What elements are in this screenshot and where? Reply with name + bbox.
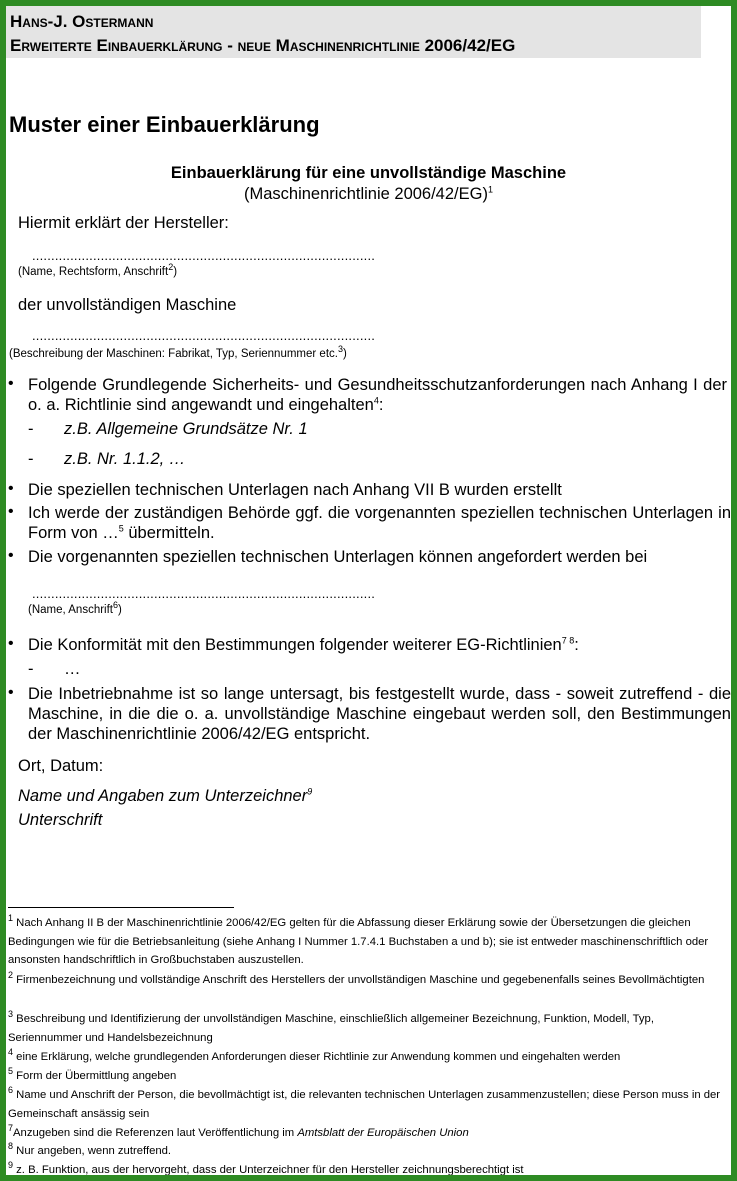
bullet-text: Ich werde der zuständigen Behörde ggf. die vorgenannten speziellen technischen Unterlagen in Form von … [28,504,731,542]
declaration-subheading [6,185,731,204]
dash-marker: - [28,660,34,678]
footnote-text: Nach Anhang II B der Maschinenrichtlinie 2006/42/EG gelten für die Abfassung dieser Erklärung sowie der Übersetzungen die gleichen Bedingungen wie für die Betriebsanleitung (siehe Anhang I Nummer 1.7.4.1 Buchstaben a und b); sie ist entweder maschinenschriftlich oder ansonsten handschriftlich in Großbuchstaben auszustellen. [8,917,709,966]
footnote-ref: 2 [168,262,174,273]
machine-fill-line: .......................................................................................... [32,328,376,343]
page-title: Muster einer Einbauerklärung [9,112,320,137]
subheading-text: (Maschinenrichtlinie 2006/42/EG) [244,185,488,203]
signer-text: Name und Angaben zum Unterzeichner [18,787,308,805]
document-header [6,6,701,58]
bullet-text: Folgende Grundlegende Sicherheits- und Gesundheitsschutzanforderungen nach Anhang I der o. a. Richtlinie sind angewandt und eingehalten [28,376,727,414]
footnote-number: 3 [8,1009,14,1020]
footnote-ref: 1 [487,184,493,195]
bullet-end: : [378,396,384,414]
footnote-2 [8,971,730,990]
contact-fill-line: .......................................................................................... [32,586,376,601]
label-end: ) [118,604,122,616]
footnote-4 [8,1048,730,1067]
machine-intro: der unvollständigen Maschine [18,296,237,314]
footnote-text: Form der Übermittlung angeben [16,1070,177,1082]
footnote-number: 8 [8,1141,14,1152]
bullet-transmit-documents [28,503,731,543]
footnote-1 [8,914,730,970]
label-end: ) [173,266,178,278]
footnote-number: 9 [8,1160,14,1171]
bullet-text: Die Konformität mit den Bestimmungen folgender weiterer EG-Richtlinien [28,636,562,654]
place-date: Ort, Datum: [18,757,104,775]
bullet-end: übermitteln. [123,524,215,542]
footnote-text: Nur angeben, wenn zutreffend. [16,1145,172,1157]
dash-marker: - [28,420,34,438]
manufacturer-fill-line: .......................................................................................... [32,248,376,263]
header-author: Hans-J. Ostermann [10,12,154,31]
bullet-request-documents: Die vorgenannten speziellen technischen Unterlagen können angefordert werden bei [28,548,648,566]
footnote-6 [8,1086,730,1123]
footnote-ref: 6 [113,600,119,611]
signature-line: Unterschrift [18,811,103,829]
bullet-marker: • [8,635,14,652]
bullet-marker: • [8,375,14,392]
sub-item-3: … [64,660,81,678]
footnote-ref: 3 [337,344,343,355]
label-text: (Name, Anschrift [28,604,113,616]
footnote-3 [8,1010,730,1047]
footnote-text: Anzugeben sind die Referenzen laut Veröffentlichung im [13,1127,298,1139]
declaration-heading: Einbauerklärung für eine unvollständige Maschine [170,164,567,182]
bullet-marker: • [8,480,14,497]
footnote-ref: 7 8 [561,635,575,646]
footnote-number: 2 [8,970,14,981]
bullet-commissioning: Die Inbetriebnahme ist so lange untersagt, bis festgestellt wurde, dass - soweit zutreffend - die Maschine, in die die o. a. unvollständige Maschine eingebaut werden soll, den Bestimmungen der Maschinenrichtlinie 2006/42/EG entspricht. [28,685,731,743]
contact-label [28,600,122,616]
footnote-ref: 9 [307,786,313,797]
footnote-number: 5 [8,1066,14,1077]
footnote-number: 4 [8,1047,14,1058]
bullet-marker: • [8,503,14,520]
signer-info [18,787,312,806]
label-text: (Beschreibung der Maschinen: Fabrikat, Typ, Seriennummer etc. [9,348,338,360]
footnote-number: 6 [8,1085,14,1096]
footnote-ref: 4 [373,395,379,406]
manufacturer-label [18,262,178,278]
header-subtitle: Erweiterte Einbauerklärung - neue Maschinenrichtlinie 2006/42/EG [10,36,516,55]
machine-label [9,344,347,360]
intro-text: Hiermit erklärt der Hersteller: [18,214,229,232]
footnote-text: Beschreibung und Identifizierung der unvollständigen Maschine, einschließlich allgemeiner Bezeichnung, Funktion, Modell, Typ, Seriennummer und Handelsbezeichnung [8,1013,654,1044]
label-text: (Name, Rechtsform, Anschrift [18,266,169,278]
footnote-8 [8,1142,730,1161]
dash-marker: - [28,450,34,468]
bullet-documents-created: Die speziellen technischen Unterlagen nach Anhang VII B wurden erstellt [28,481,562,499]
sub-item-1: z.B. Allgemeine Grundsätze Nr. 1 [64,420,308,438]
label-end: ) [342,348,347,360]
footnote-separator [8,907,234,908]
footnote-text-italic: Amtsblatt der Europäischen Union [297,1127,469,1139]
footnote-text: eine Erklärung, welche grundlegenden Anforderungen dieser Richtlinie zur Anwendung kommen und eingehalten werden [16,1051,621,1063]
sub-item-2: z.B. Nr. 1.1.2, … [64,450,186,468]
bullet-marker: • [8,684,14,701]
footnote-number: 1 [8,913,14,924]
bullet-end: : [574,636,579,654]
document-page [6,6,731,1175]
footnote-text: z. B. Funktion, aus der hervorgeht, dass der Unterzeichner für den Hersteller zeichnungsberechtigt ist [16,1164,524,1175]
footnote-5 [8,1067,730,1086]
footnote-7 [8,1124,730,1143]
footnote-ref: 5 [118,523,124,534]
bullet-requirements [28,375,727,415]
bullet-marker: • [8,547,14,564]
footnote-9 [8,1161,730,1175]
footnote-text: Name und Anschrift der Person, die bevollmächtigt ist, die relevanten technischen Unterlagen zusammenzustellen; diese Person muss in der Gemeinschaft ansässig sein [8,1089,721,1120]
footnote-text: Firmenbezeichnung und vollständige Anschrift des Herstellers der unvollständigen Maschine und gegebenenfalls seines Bevollmächtigten [16,974,705,986]
footnote-number: 7 [8,1123,14,1134]
bullet-conformity [28,635,579,655]
